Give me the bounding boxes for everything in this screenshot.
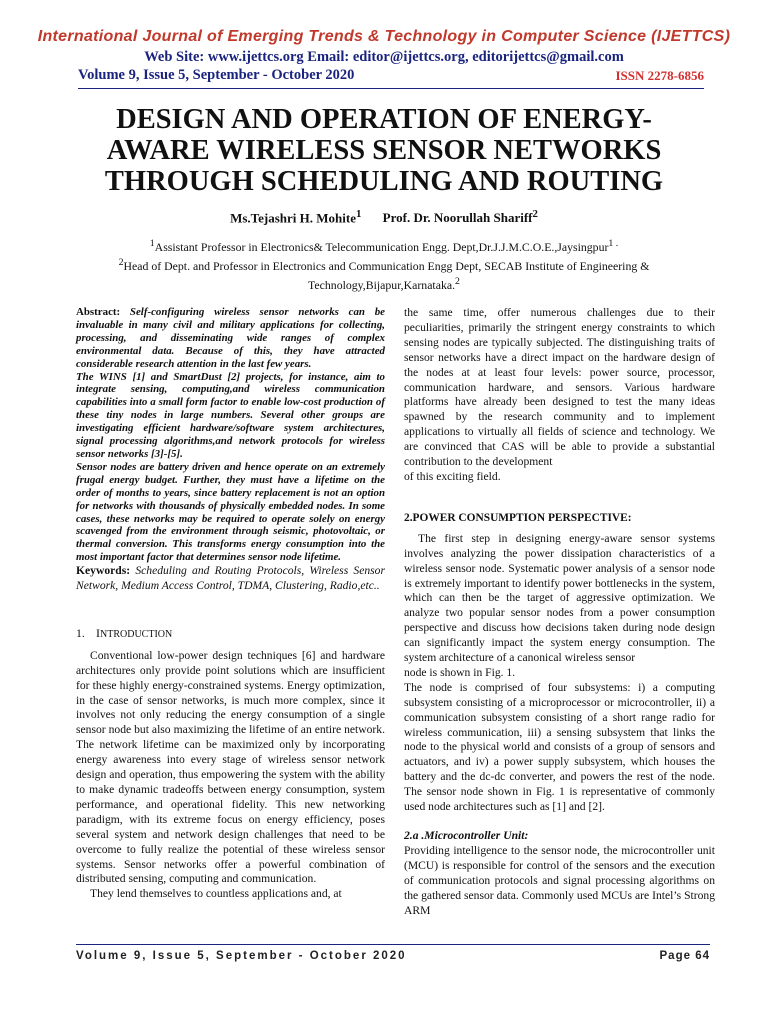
section-2-paragraph-1b: node is shown in Fig. 1. xyxy=(404,665,516,679)
continued-paragraph: the same time, offer numerous challenges due to their peculiarities, primarily the stringent energy constraints to which sensing nodes are typically subjected. The distinguishing traits of sensor networks have a direct impact on the hardware design of the nodes at at least four levels: power source, processor, communication hardware, and sensors. Various hardware platforms have already been designed to test the many ideas spawned by the research community and to implement applications to virtually all fields of science and technology. We are convinced that CAS will be able to provide a substantial contribution to the development xyxy=(404,306,715,469)
right-column xyxy=(404,306,715,918)
abstract-p1: Abstract: Self-configuring wireless sensor networks can be invaluable in many civil and military applications for collecting, processing, and disseminating wide ranges of complex environmental data. Because of this, they have attracted considerable research attention in the last few years. xyxy=(76,306,385,370)
section-1-paragraph-1: Conventional low-power design techniques [6] and hardware architectures only provide point solutions which are insufficient for these highly energy-constrained systems. Energy optimization, in the case of sensor networks, is much more complex, since it involves not only reducing the energy consumption of a single sensor node but also maximizing the lifetime of an entire network. The network lifetime can be maximized only by incorporating energy awareness into every stage of wireless sensor network design and operation, thus empowering the system with the ability to make dynamic tradeoffs between energy consumption, system performance, and operational fidelity. This new networking paradigm, with its extreme focus on energy efficiency, poses several system and network design challenges that need to be overcome to fully realize the potential of these wireless sensor systems. Sensor networks offer a powerful combination of distributed sensing, computing and communication. xyxy=(76,648,385,886)
affiliations xyxy=(76,236,692,293)
issn: ISSN 2278-6856 xyxy=(615,68,704,83)
keywords xyxy=(76,564,385,594)
footer-rule xyxy=(76,944,710,945)
section-1-paragraph-2: They lend themselves to countless applications and, at xyxy=(90,887,342,901)
paper-title-line-2: AWARE WIRELESS SENSOR NETWORKS xyxy=(106,135,662,166)
author-list xyxy=(0,208,768,226)
section-2-paragraph-1: The first step in designing energy-aware sensor systems involves analyzing the power dissipation characteristics of a wireless sensor node. Systematic power analysis of a sensor node is extremely important to identify power bottlenecks in the system, which can then be the target of aggressive optimization. We analyze two popular sensor nodes from a power consumption perspective and discuss how decisions taken during node design can significantly impact the system energy consumption. The system architecture of a canonical wireless sensor xyxy=(404,531,715,665)
page-number: Page 64 xyxy=(659,950,710,962)
affiliation-1: $^1$Assistant Professor in Electronics& Telecommunication Engg. Dept,Dr.J.J.M.C.O.E.,Jaysingpur$^{1 .}$ xyxy=(149,238,619,254)
journal-website: Web Site: www.ijettcs.org Email: editor@ijettcs.org, editorijettcs@gmail.com xyxy=(144,49,624,65)
subsection-2a-paragraph: Providing intelligence to the sensor node, the microcontroller unit (MCU) is responsible for control of the sensors and the execution of communication protocols and signal processing algorithms on the gathered sensor data. Commonly used MCUs are Intel’s Strong ARM xyxy=(404,843,715,917)
author-2-sup: 2 xyxy=(532,208,538,220)
author-1-sup: 1 xyxy=(355,208,362,220)
affiliation-2: $^2$Head of Dept. and Professor in Electronics and Communication Engg Dept, SECAB Institute of Engineering & Technology,Bijapur,Karnataka.$^2$ xyxy=(118,256,650,292)
paper-title-line-1: DESIGN AND OPERATION OF ENERGY- xyxy=(116,104,652,135)
author-1: Ms.Tejashri H. Mohite xyxy=(230,210,356,226)
author-2: Prof. Dr. Noorullah Shariff xyxy=(382,210,533,226)
section-2-heading: 2.POWER CONSUMPTION PERSPECTIVE: xyxy=(404,511,632,524)
volume-issue: Volume 9, Issue 5, September - October 2020 xyxy=(78,67,355,83)
keywords-label: Keywords: xyxy=(76,564,131,578)
header-rule xyxy=(78,88,704,89)
abstract-p2: The WINS [1] and SmartDust [2] projects, for instance, aim to integrate sensing, computing,and wireless communication capabilities into a small form factor to enable low-cost production of these tiny nodes in large numbers. Several other groups are investigating efficient hardware/software system architectures, signal processing algorithms,and network protocols for wireless sensor networks [3]-[5]. xyxy=(76,370,385,460)
footer-volume: Volume 9, Issue 5, September - October 2020 xyxy=(76,950,407,962)
section-1-heading: 1. INTRODUCTION xyxy=(76,625,173,640)
paper-title-line-3: THROUGH SCHEDULING AND ROUTING xyxy=(104,166,664,197)
keywords-value: Scheduling and Routing Protocols, Wireless Sensor Network, Medium Access Control, TDMA, Clustering, Radio,etc.. xyxy=(76,564,385,593)
left-column xyxy=(76,306,385,902)
paper-title xyxy=(60,104,708,197)
section-2-paragraph-2: The node is comprised of four subsystems: i) a computing subsystem consisting of a microprocessor or microcontroller, ii) a communication subsystem consisting of a short range radio for wireless communication, iii) a sensing subsystem that links the node to the physical world and consists of a group of sensors and actuators, and iv) a power supply subsystem, which houses the battery and the dc-dc converter, and powers the rest of the node. The sensor node shown in Fig. 1 is representative of commonly used node architectures such as [1] and [2]. xyxy=(404,680,715,814)
abstract-p3: Sensor nodes are battery driven and hence operate on an extremely frugal energy budget. Further, they must have a lifetime on the order of months to years, since battery replacement is not an option for networks with thousands of physically embedded nodes. In some cases, these networks may be required to operate solely on energy scavenged from the environment through seismic, photovoltaic, or thermal conversion. This transforms energy consumption into the most important factor that determines sensor node lifetime. xyxy=(76,460,385,564)
subsection-2a-heading: 2.a .Microcontroller Unit: xyxy=(404,829,529,842)
continued-paragraph-end: of this exciting field. xyxy=(404,469,501,483)
journal-title: International Journal of Emerging Trends & Technology in Computer Science (IJETTCS) xyxy=(37,28,731,45)
abstract-label: Abstract: xyxy=(76,306,121,318)
